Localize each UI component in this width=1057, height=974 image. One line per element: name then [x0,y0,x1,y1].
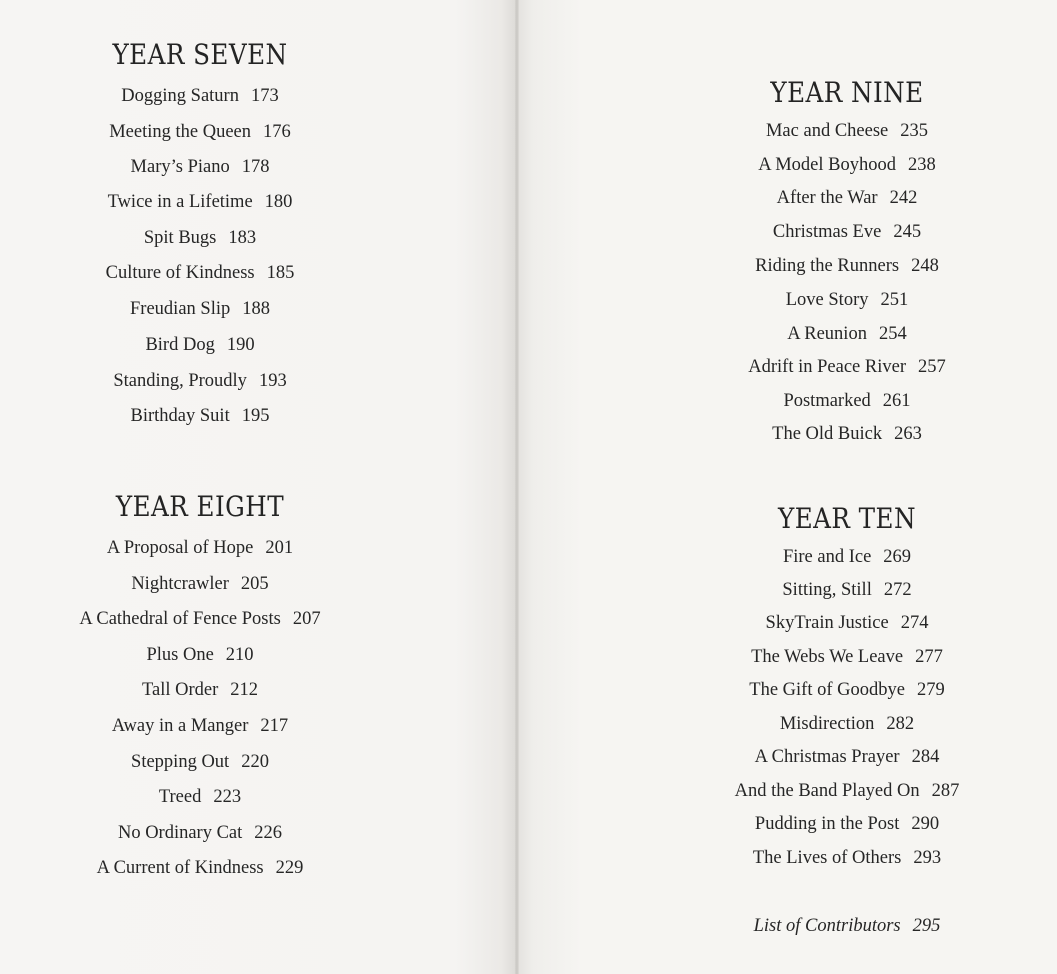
toc-entry [0,573,400,595]
entry-title: Birthday Suit [130,406,230,426]
toc-entry [517,289,1057,311]
contributors-entry [517,915,1057,937]
entry-page: 257 [917,357,946,377]
entry-page: 261 [882,391,911,411]
entry-page: 290 [911,814,940,834]
entry-page: 284 [911,747,940,767]
entry-title: Dogging Saturn [121,86,239,106]
entry-page: 254 [878,324,907,344]
entry-page: 178 [241,157,270,177]
toc-entry [0,227,400,249]
entry-page: 210 [225,645,254,665]
entry-title: A Proposal of Hope [106,538,254,558]
entry-title: Nightcrawler [131,574,229,594]
toc-entry [0,751,400,773]
entry-title: And the Band Played On [734,781,920,801]
entry-title: After the War [776,188,878,208]
entry-page: 269 [883,547,912,567]
entry-page: 279 [916,680,945,700]
entry-page: 282 [886,714,915,734]
entry-title: Stepping Out [131,752,230,772]
entry-page: 173 [250,86,279,106]
entry-page: 188 [242,299,270,319]
toc-entry [517,154,1057,176]
entry-title: Christmas Eve [772,222,882,242]
entry-page: 235 [900,121,928,141]
entry-page: 205 [240,574,269,594]
toc-entry [517,780,1057,802]
entry-title: Spit Bugs [143,228,217,248]
entry-title: Mac and Cheese [765,121,889,141]
entry-title: A Model Boyhood [758,155,896,175]
entry-page: 183 [228,228,257,248]
entry-page: 212 [230,680,259,700]
entry-page: 263 [894,424,922,444]
entry-title: Love Story [785,290,869,310]
entry-title: Riding the Runners [755,256,900,276]
toc-entry [0,85,400,107]
entry-page: 180 [264,192,293,212]
entry-title: Bird Dog [145,335,215,355]
entry-title: Sitting, Still [782,580,872,600]
entry-title: Freudian Slip [130,299,231,319]
entry-title: Standing, Proudly [113,371,247,391]
toc-entry [517,579,1057,601]
entry-title: Postmarked [783,391,871,411]
toc-entry [0,262,400,284]
entry-page: 295 [912,916,941,936]
entry-page: 190 [226,335,255,355]
toc-entry [0,715,400,737]
section-heading: YEAR TEN [778,502,916,535]
entry-page: 274 [900,613,929,633]
entry-page: 277 [915,647,943,667]
entry-page: 272 [883,580,912,600]
toc-entry [0,537,400,559]
entry-title: A Christmas Prayer [754,747,900,767]
entry-title: Misdirection [779,714,875,734]
toc-entry [517,423,1057,445]
toc-entry [0,405,400,427]
toc-entry [0,786,400,808]
toc-entry [517,120,1057,142]
toc-entry [0,334,400,356]
entry-page: 248 [911,256,939,276]
toc-entry [0,156,400,178]
entry-title: Culture of Kindness [105,263,255,283]
entry-title: A Reunion [787,324,867,344]
toc-entry [517,679,1057,701]
entry-title: Pudding in the Post [754,814,900,834]
entry-title: Twice in a Lifetime [107,192,253,212]
entry-page: 293 [913,848,942,868]
entry-page: 251 [880,290,909,310]
entry-title: Plus One [146,645,214,665]
entry-page: 287 [931,781,960,801]
entry-page: 185 [266,263,295,283]
entry-page: 223 [213,787,242,807]
entry-title: Adrift in Peace River [748,357,906,377]
entry-page: 229 [275,858,304,878]
toc-entry [517,390,1057,412]
toc-entry [517,847,1057,869]
entry-page: 226 [254,823,283,843]
entry-title: A Current of Kindness [96,858,264,878]
entry-page: 238 [907,155,936,175]
entry-page: 207 [292,609,321,629]
toc-entry [517,356,1057,378]
entry-page: 220 [241,752,269,772]
entry-title: Away in a Manger [111,716,249,736]
entry-page: 245 [893,222,922,242]
section-heading: YEAR EIGHT [115,490,285,523]
entry-title: A Cathedral of Fence Posts [79,609,281,629]
toc-entry [517,713,1057,735]
toc-entry [517,187,1057,209]
toc-entry [0,191,400,213]
toc-entry [0,298,400,320]
entry-title: Meeting the Queen [109,122,252,142]
entry-title: The Gift of Goodbye [749,680,905,700]
toc-entry [517,221,1057,243]
entry-title: The Old Buick [772,424,883,444]
entry-title: No Ordinary Cat [117,823,243,843]
entry-title: The Webs We Leave [751,647,904,667]
toc-entry [517,746,1057,768]
entry-page: 195 [241,406,270,426]
toc-entry [0,857,400,879]
toc-entry [0,679,400,701]
toc-entry [0,370,400,392]
toc-entry [517,546,1057,568]
section-heading: YEAR SEVEN [112,38,288,71]
toc-entry [517,646,1057,668]
entry-title: List of Contributors [753,916,901,936]
entry-page: 201 [265,538,294,558]
toc-entry [0,822,400,844]
toc-entry [0,121,400,143]
entry-title: Fire and Ice [782,547,872,567]
entry-page: 217 [260,716,289,736]
entry-page: 193 [258,371,287,391]
toc-entry [517,612,1057,634]
entry-title: The Lives of Others [752,848,902,868]
entry-title: Treed [158,787,202,807]
entry-page: 176 [263,122,291,142]
section-heading: YEAR NINE [770,76,924,109]
entry-title: Tall Order [141,680,219,700]
entry-title: SkyTrain Justice [765,613,889,633]
toc-entry [0,644,400,666]
entry-page: 242 [889,188,918,208]
toc-entry [517,323,1057,345]
toc-entry [0,608,400,630]
toc-entry [517,255,1057,277]
entry-title: Mary’s Piano [130,157,230,177]
toc-entry [517,813,1057,835]
